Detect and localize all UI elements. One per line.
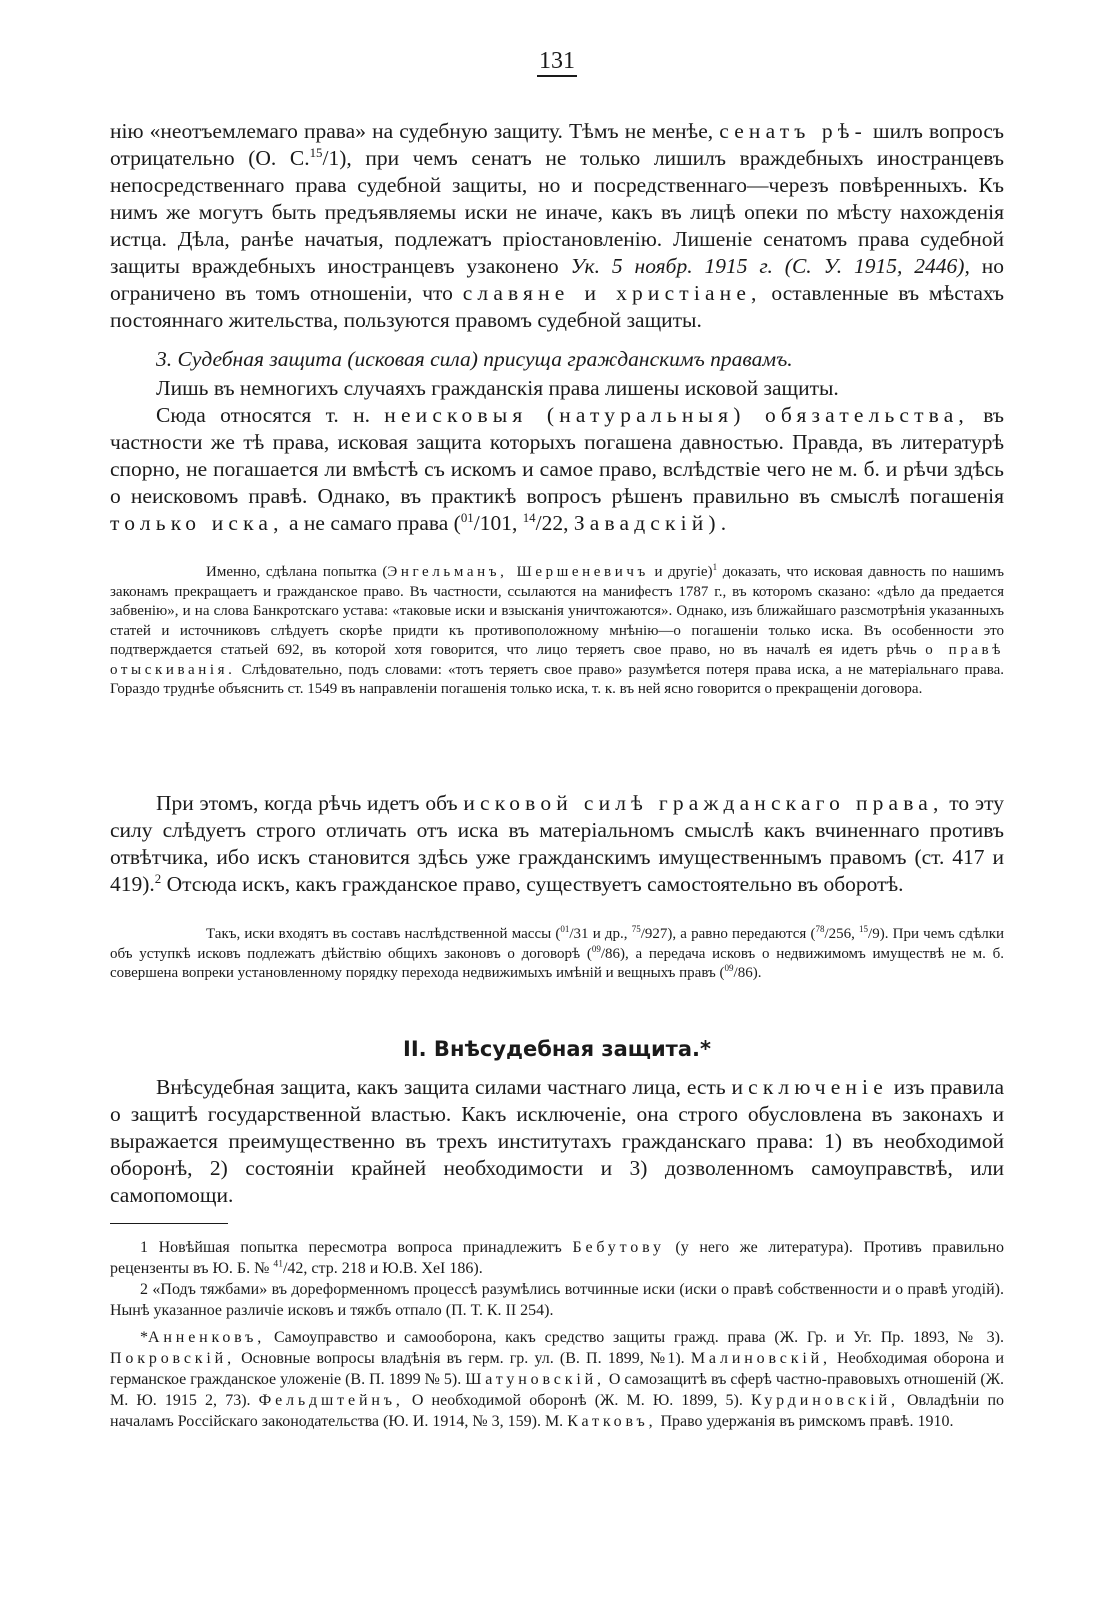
paragraph-4: При этомъ, когда рѣчь идетъ объ исковой силѣ гражданскаго права, то эту силу слѣдуетъ строго отличать отъ иска въ матерiальномъ смыслѣ какъ вчиненнаго противъ отвѣтчика, ибо искъ становится здѣсь уже гражданскимъ имущественнымъ правомъ (ст. 417 и 419).$^2$ Отсюда искъ, какъ гражданское право, существуетъ самостоятельно въ оборотѣ.	[110, 791, 1005, 896]
paragraph-1: нiю «неотъемлемаго права» на судебную защиту. Тѣмъ не менѣе, сенатъ рѣ- шилъ вопросъ отрицательно (О. С.$^{15}$/1), при чемъ сенатъ не только лишилъ враждебныхъ иностранцевъ непосредственнаго права судебной защиты, но и посредственнаго—черезъ повѣренныхъ. Къ нимъ же могутъ быть предъявляемы иски не иначе, какъ въ лицѣ опеки по мѣсту нахожденiя истца. Дѣла, ранѣе начатыя, подлежатъ прiостановленiю. Лишенiе сенатомъ права судебной защиты враждебныхъ иностранцевъ узаконено Ук. 5 ноябр. 1915 г. (С. У. 1915, 2446), но ограничено въ томъ отношенiи, что славяне и христiане, оставленные въ мѣстахъ постояннаго жительства, пользуются правомъ судебной защиты.	[110, 119, 1005, 332]
footnotes	[110, 1237, 1004, 1432]
footnote-3: *Анненковъ, Самоуправство и самооборона, какъ средство защиты гражд. права (Ж. Гр. и Уг. Пр. 1893, № 3). Покровскiй, Основные вопросы владѣнiя въ герм. гр. ул. (В. П. 1899, №1). Малиновскiй, Необходимая оборона и германское гражданское уложенiе (В. П. 1899 № 5). Шатуновскiй, О самозащитѣ въ сферѣ частно-правовыхъ отношенiй (Ж. М. Ю. 1915 2, 73). Фельдштейнъ, О необходимой оборонѣ (Ж. М. Ю. 1899, 5). Курдиновскiй, Овладѣнiи по началамъ Россiйскаго законодательства (Ю. И. 1914, № 3, 159). М. Катковъ, Право удержанiя въ римскомъ правѣ. 1910.	[110, 1329, 1005, 1430]
footnote-divider	[110, 1223, 228, 1224]
paragraph-2: Лишь въ немногихъ случаяхъ гражданскiя права лишены исковой защиты. Сюда относятся т. н. неисковыя (натуральныя) обязательства, въ частности же тѣ права, исковая защита которыхъ погашена давностью. Правда, въ литературѣ спорно, не погашается ли вмѣстѣ съ искомъ и самое право, вслѣдствiе чего не м. б. и рѣчи здѣсь о неисковомъ правѣ. Однако, въ практикѣ вопросъ рѣшенъ правильно въ смыслѣ погашенiя только иска, а не самаго права ($^{01}$/101, $^{14}$/22, Завадскiй).	[110, 376, 1005, 535]
footnote-1: 1 Новѣйшая попытка пересмотра вопроса принадлежитъ Бебутову (у него же литература). Противъ правильно рецензенты въ Ю. Б. № $^{41}$/42, стр. 218 и Ю.В. XeI 186).	[110, 1239, 1005, 1277]
footnote-2: 2 «Подъ тяжбами» въ дореформенномъ процессѣ разумѣлись вотчинные иски (иски о правѣ собственности и о правѣ угодiй). Нынѣ указанное различiе исковъ и тяжбъ отпало (П. Т. К. II 254).	[110, 1281, 1004, 1319]
paragraph-5: Внѣсудебная защита, какъ защита силами частнаго лица, есть исключенiе изъ правила о защитѣ государственной властью. Какъ исключенiе, она строго обусловлена въ законахъ и выражается преимущественно въ трехъ институтахъ гражданскаго права: 1) въ необходимой оборонѣ, 2) состоянiи крайней необходимости и 3) дозволенномъ самоуправствѣ, или самопомощи.	[110, 1075, 1004, 1207]
subheading-3: 3. Судебная защита (исковая сила) присуща гражданскимъ правамъ.	[156, 347, 793, 371]
footnote-rule	[110, 1223, 1004, 1224]
note-2: Такъ, иски входятъ въ составъ наслѣдственной массы ($^{01}$/31 и др., $^{75}$/927), а равно передаются ($^{78}$/256, $^{15}$/9). При чемъ сдѣлки объ уступкѣ исковъ подлежатъ дѣйствiю общихъ законовъ о договорѣ ($^{09}$/86), а передача исковъ о недвижимомъ имуществѣ не м. б. совершена вопреки установленному порядку перехода недвижимыхъ имѣнiй и вещныхъ правъ ($^{09}$/86).	[110, 924, 1005, 981]
section-title: II. Внѣсудебная защита.*	[403, 1037, 711, 1061]
page-number: 131	[0, 46, 1114, 76]
paragraph-3: Сюда относятся т. н. неисковыя (натуральныя) обязательства, въ частности же тѣ права, исковая защита которыхъ погашена давностью. Правда, въ литературѣ спорно, не погашается ли вмѣстѣ съ искомъ и самое право, вслѣдствiе чего не м. б. и рѣчи здѣсь о неисковомъ правѣ. Однако, въ практикѣ вопросъ рѣшенъ правильно въ смыслѣ погашенiя только иска, а не самаго права ($^{01}$/101, $^{14}$/22, Завадскiй).	[110, 403, 1005, 535]
note-1: Именно, сдѣлана попытка (Энгельманъ, Шершеневичъ и другiе)$^1$ доказать, что исковая давность по нашимъ законамъ прекращаетъ и гражданское право. Въ частности, ссылаются на манифестъ 1787 г., въ которомъ сказано: «дѣло да предается забвенiю», и на слова Банкротскаго устава: «таковые иски и взысканiя уничтожаются». Однако, изъ ближайшаго разсмотрѣнiя указанныхъ статей и источниковъ слѣдуетъ скорѣе придти къ противоположному мнѣнiю—о погашенiи только иска. Въ особенности это подтверждается статьей 692, въ которой хотя говорится, что лицо теряетъ свое право, но въ началѣ ея идетъ рѣчь о правѣ отыскиванiя. Слѣдовательно, подъ словами: «тотъ теряетъ свое право» разумѣется потеря права иска, а не матерiальнаго права. Гораздо труднѣе объяснить ст. 1549 въ направленiи погашенiя только иска, т. к. въ ней ясно говорится о прекращенiи договора.	[110, 562, 1005, 697]
